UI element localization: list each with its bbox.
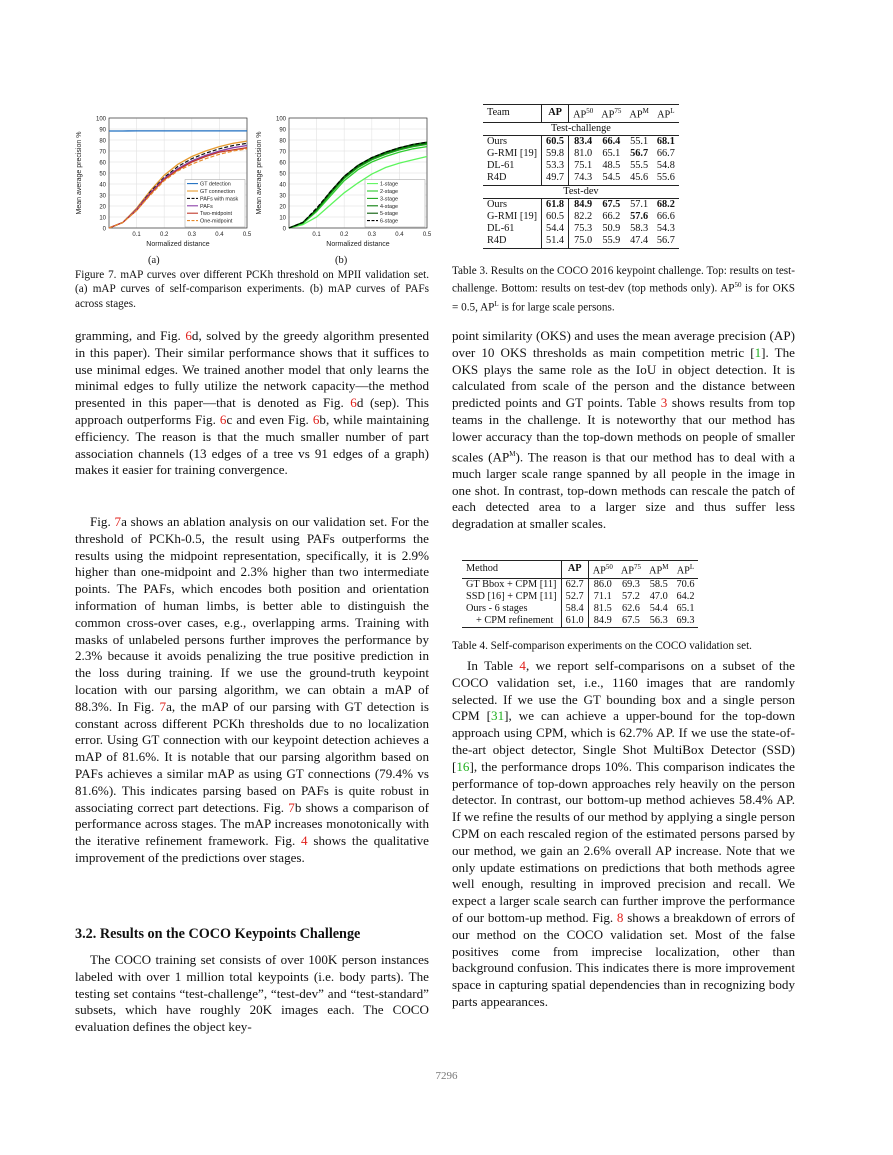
x-tick-label: 0.3 [187, 232, 196, 238]
x-tick-label: 0.5 [242, 232, 252, 238]
table-row [462, 603, 698, 615]
table-section-label: Test-challenge [483, 122, 679, 135]
y-tick-label: 60 [99, 160, 106, 167]
table-cell: 75.3 [574, 223, 593, 235]
x-tick-label: 0.4 [215, 232, 224, 238]
table-cell: DL-61 [487, 223, 515, 235]
legend-label: PAFs with mask [200, 196, 239, 203]
legend-label: PAFs [200, 203, 213, 210]
table-cell: 68.2 [656, 198, 675, 210]
legend-label: One-midpoint [200, 218, 233, 225]
y-tick-label: 10 [99, 215, 106, 222]
y-tick-label: 70 [279, 149, 286, 156]
table-cell: 55.5 [630, 160, 649, 172]
legend-label: GT connection [200, 189, 235, 195]
y-tick-label: 90 [279, 127, 286, 134]
table-header-cell: Method [462, 561, 561, 579]
table-row [483, 148, 679, 160]
section-heading: 3.2. Results on the COCO Keypoints Challenge [75, 926, 361, 942]
table-header-cell: AP$^{75}$ [617, 561, 645, 579]
y-tick-label: 20 [99, 204, 106, 211]
table-row [483, 223, 679, 235]
table-cell: 67.5 [602, 198, 621, 210]
table-cell: 65.1 [676, 603, 695, 615]
legend-label: 4-stage [380, 203, 398, 210]
table-section-row [483, 122, 679, 135]
legend-label: 3-stage [380, 196, 398, 203]
table-row [462, 615, 698, 628]
table-header-cell: AP [561, 561, 588, 579]
y-tick-label: 40 [99, 182, 106, 189]
table-cell: Ours [487, 135, 508, 147]
table3-caption: Table 3. Results on the COCO 2016 keypoint challenge. Top: results on test-challenge. Bottom: results on test-dev (top methods only). AP$^{50}$ is for OKS = 0.5, $AP^L$ is for large scale persons. [452, 265, 796, 314]
y-tick-label: 70 [99, 149, 106, 156]
table-cell: 47.4 [625, 235, 652, 248]
table-row [483, 211, 679, 223]
table-cell: 54.5 [602, 172, 621, 184]
y-tick-label: 80 [279, 138, 286, 145]
y-tick-label: 100 [275, 116, 286, 123]
table-header-cell: $AP^L$ [672, 561, 698, 579]
table-row [483, 172, 679, 185]
y-tick-label: 0 [282, 226, 286, 233]
table-cell: 65.1 [602, 148, 621, 160]
table-cell: G-RMI [19] [487, 211, 538, 223]
table-cell: 61.8 [542, 198, 569, 211]
y-tick-label: 10 [279, 215, 286, 222]
page-number: 7296 [435, 1070, 458, 1082]
table-cell: 84.9 [588, 615, 617, 628]
y-tick-label: 30 [279, 193, 286, 200]
table-cell: G-RMI [19] [487, 148, 538, 160]
table-section-label: Test-dev [483, 185, 679, 198]
table-cell: 64.2 [676, 590, 695, 602]
x-tick-label: 0.2 [340, 232, 349, 238]
table-cell: 54.3 [656, 223, 675, 235]
table-cell: 45.6 [630, 172, 649, 184]
table4 [462, 560, 698, 628]
table-cell: R4D [483, 235, 542, 248]
table-cell: 54.4 [649, 603, 668, 615]
table-cell: 61.0 [561, 615, 588, 628]
table-cell: 66.2 [602, 211, 621, 223]
table-cell: 69.3 [672, 615, 698, 628]
table-row [462, 591, 698, 603]
table-cell: 55.1 [630, 135, 649, 147]
table-row [483, 198, 679, 211]
table-cell: 58.4 [561, 603, 588, 615]
table-cell: 58.5 [649, 578, 668, 590]
table-cell: 54.4 [542, 223, 569, 235]
y-tick-label: 100 [95, 116, 106, 123]
table-cell: 68.1 [656, 135, 675, 147]
table-cell: 48.5 [602, 160, 621, 172]
table-cell: SSD [16] + CPM [11] [466, 590, 557, 602]
table-cell: 81.5 [593, 603, 612, 615]
table-cell: 47.0 [649, 590, 668, 602]
table-cell: 57.2 [621, 590, 640, 602]
y-tick-label: 60 [279, 160, 286, 167]
x-tick-label: 0.1 [312, 232, 321, 238]
y-tick-label: 50 [99, 171, 106, 178]
left-paragraph-3: The COCO training set consists of over 100K person instances labeled with over 1 million total keypoints (i.e. body parts). The testing set contains “test-challenge”, “test-dev” and “test-standard” subsets, which have roughly 20K images each. The COCO evaluation defines the object key- [75, 952, 429, 1035]
legend-label: Two-midpoint [200, 211, 233, 218]
table-cell: 58.3 [630, 223, 649, 235]
table-cell: 71.1 [593, 590, 612, 602]
figure7-caption: Figure 7. mAP curves over different PCKh threshold on MPII validation set. (a) mAP curves of self-comparison experiments. (b) mAP curves of PAFs across stages. [75, 269, 429, 310]
table-row [483, 160, 679, 172]
y-tick-label: 80 [99, 138, 106, 145]
table-cell: 75.1 [574, 160, 593, 172]
table-cell: 84.9 [574, 198, 593, 210]
table-cell: Ours - 6 stages [466, 603, 528, 615]
right-paragraph-2: In Table 4, we report self-comparisons on a subset of the COCO validation set, i.e., 1160 images that are randomly selected. If we use the GT bounding box and a single person CPM [31], we can achieve a upper-bound for the top-down approach using CPM, which is 62.7% AP. If we use the state-of-the-art object detector, Single Shot MultiBox Detector (SSD)[16], the performance drops 10%. This comparison indicates the performance of top-down approaches rely heavily on the person detector. In contrast, our bottom-up method achieves 58.4% AP. If we refine the results of our method by applying a single person CPM on each rescaled region of the estimated persons parsed by our method, we gain an 2.6% overall AP increase. Note that we only update estimations on predictions that both methods agree well enough, resulting in improved precision and recall. We expect a larger scale search can further improve the performance of our bottom-up method. Fig. 8 shows a breakdown of errors of our method on the COCO validation set. Most of the false positives come from imprecise localization, other than background confusion. This indicates there is more improvement space in capturing spatial dependencies than in recognizing body parts appearances. [452, 658, 795, 1009]
legend-label: 6-stage [380, 218, 398, 225]
table-header-cell: AP$^{75}$ [597, 105, 625, 123]
table-cell: 66.4 [602, 135, 621, 147]
figure7b-chart [252, 110, 432, 253]
table-cell: 59.8 [542, 148, 569, 160]
right-paragraph-1: point similarity (OKS) and uses the mean average precision (AP) over 10 OKS thresholds as main competition metric [1]. The OKS plays the same role as the IoU in object detection. It is calculated from scale of the person and the distance between predicted points and GT points. Table 3 shows results from top teams in the challenge. It is noteworthy that our method has lower accuracy than the top-down methods on people of smaller scales $(AP^M)$. The reason is that our method has to deal with a much larger scale range spanned by all people in the image in one shot. In contrast, top-down methods can rescale the patch of each detected area to a larger size and thus suffer less degradation at smaller scales. [452, 328, 795, 532]
table-cell: 55.9 [597, 235, 625, 248]
y-tick-label: 20 [279, 204, 286, 211]
table-cell: R4D [487, 172, 507, 184]
table-header-cell: $AP^M$ [625, 105, 652, 123]
y-tick-label: 90 [99, 127, 106, 134]
y-tick-label: 50 [279, 171, 286, 178]
legend-label: GT detection [200, 181, 231, 188]
x-axis-label: Normalized distance [326, 241, 390, 248]
table-cell: 66.7 [656, 148, 675, 160]
legend-label: 1-stage [380, 181, 398, 188]
table-cell: 69.3 [621, 578, 640, 590]
table-cell: 60.5 [542, 211, 569, 223]
table-header-row [483, 105, 679, 123]
table-cell: 51.4 [542, 235, 569, 248]
table3 [483, 104, 679, 249]
table-cell: 86.0 [593, 578, 612, 590]
table-cell: 57.1 [630, 198, 649, 210]
table-cell: GT Bbox + CPM [11] [466, 578, 557, 590]
table-cell: 66.6 [656, 211, 675, 223]
table-cell: 82.2 [574, 211, 593, 223]
table-cell: Ours [487, 198, 508, 210]
table-cell: 57.6 [630, 211, 649, 223]
table-header-row [462, 561, 698, 579]
legend-label: 2-stage [380, 189, 398, 195]
left-paragraph-2: Fig. 7a shows an ablation analysis on our validation set. For the threshold of PCKh-0.5, the result using PAFs outperforms the results using the midpoint representation, specifically, it is 2.9% higher than one-midpoint and 2.3% higher than two intermediate points. The PAFs, which encodes both position and orientation information of human limbs, is better able to distinguish the common cross-over cases, e.g., overlapping arms. Training with masks of unlabeled persons further improves the performance by 2.3% because it avoids penalizing the true positive prediction in the loss during training. If we use the ground-truth keypoint location with our parsing algorithm, we can obtain a mAP of 88.3%. In Fig. 7a, the mAP of our parsing with GT detection is constant across different PCKh thresholds due to no localization error. Using GT connection with our keypoint detection achieves a mAP of 81.6%. It is notable that our parsing algorithm based on PAFs achieves a similar mAP as using GT connections (79.4% vs 81.6%). This indicates parsing based on PAFs is quite robust in associating correct part detections. Fig. 7b shows a comparison of performance across stages. The mAP increases monotonically with the iterative refinement framework. Fig. 4 shows the qualitative improvement of the predictions over stages. [75, 514, 430, 865]
legend-label: 5-stage [380, 211, 398, 218]
table-cell: 56.7 [630, 148, 649, 160]
x-tick-label: 0.3 [367, 232, 376, 238]
table-cell: 70.6 [676, 578, 695, 590]
table-section-row [483, 185, 679, 198]
table-header-cell: AP$^{50}$ [588, 561, 617, 579]
x-tick-label: 0.1 [132, 232, 141, 238]
table-header-cell: AP$^{50}$ [569, 105, 598, 123]
x-tick-label: 0.5 [422, 232, 432, 238]
table-cell: 62.7 [561, 578, 588, 591]
y-axis-label: Mean average precision % [256, 131, 263, 215]
table-cell: 56.7 [653, 235, 679, 248]
table-row [483, 235, 679, 248]
figure7b-label: (b) [335, 255, 348, 266]
y-tick-label: 0 [102, 226, 106, 233]
x-axis-label: Normalized distance [146, 241, 210, 248]
left-paragraph-1: gramming, and Fig. 6d, solved by the greedy algorithm presented in this paper). Their similar performance shows that it suffices to use minimal edges. We trained another model that only learns the minimal edges to fully utilize the network capacity—the method presented in this paper—that is denoted as Fig. 6d (sep). This approach outperforms Fig. 6c and even Fig. 6b, while maintaining efficiency. The reason is that the much smaller number of part association channels (13 edges of a tree vs 91 edges of a graph) makes it easier for training convergence. [75, 328, 429, 478]
table-header-cell: Team [483, 105, 542, 123]
table-cell: 62.6 [621, 603, 640, 615]
table-header-cell: AP [542, 105, 569, 123]
y-tick-label: 30 [99, 193, 106, 200]
table-cell: 74.3 [574, 172, 593, 184]
table-cell: 53.3 [542, 160, 569, 172]
figure7a-chart [72, 110, 252, 253]
table-cell: + CPM refinement [462, 615, 561, 628]
table-cell: 75.0 [569, 235, 598, 248]
table4-caption: Table 4. Self-comparison experiments on the COCO validation set. [452, 640, 752, 652]
table-cell: 60.5 [542, 135, 569, 148]
y-tick-label: 40 [279, 182, 286, 189]
table-header-cell: $AP^L$ [653, 105, 679, 123]
figure7a-label: (a) [148, 255, 160, 266]
table-cell: DL-61 [487, 160, 515, 172]
x-tick-label: 0.2 [160, 232, 169, 238]
table-cell: 55.6 [656, 172, 675, 184]
table-cell: 81.0 [574, 148, 593, 160]
table-header-cell: $AP^M$ [645, 561, 672, 579]
table-cell: 52.7 [561, 591, 588, 603]
table-cell: 49.7 [542, 172, 569, 185]
table-cell: 83.4 [574, 135, 593, 147]
x-tick-label: 0.4 [395, 232, 404, 238]
table-cell: 54.8 [656, 160, 675, 172]
table-row [462, 578, 698, 591]
y-axis-label: Mean average precision % [76, 131, 83, 215]
table-cell: 67.5 [617, 615, 645, 628]
table-row [483, 135, 679, 148]
table-cell: 56.3 [645, 615, 672, 628]
table-cell: 50.9 [602, 223, 621, 235]
